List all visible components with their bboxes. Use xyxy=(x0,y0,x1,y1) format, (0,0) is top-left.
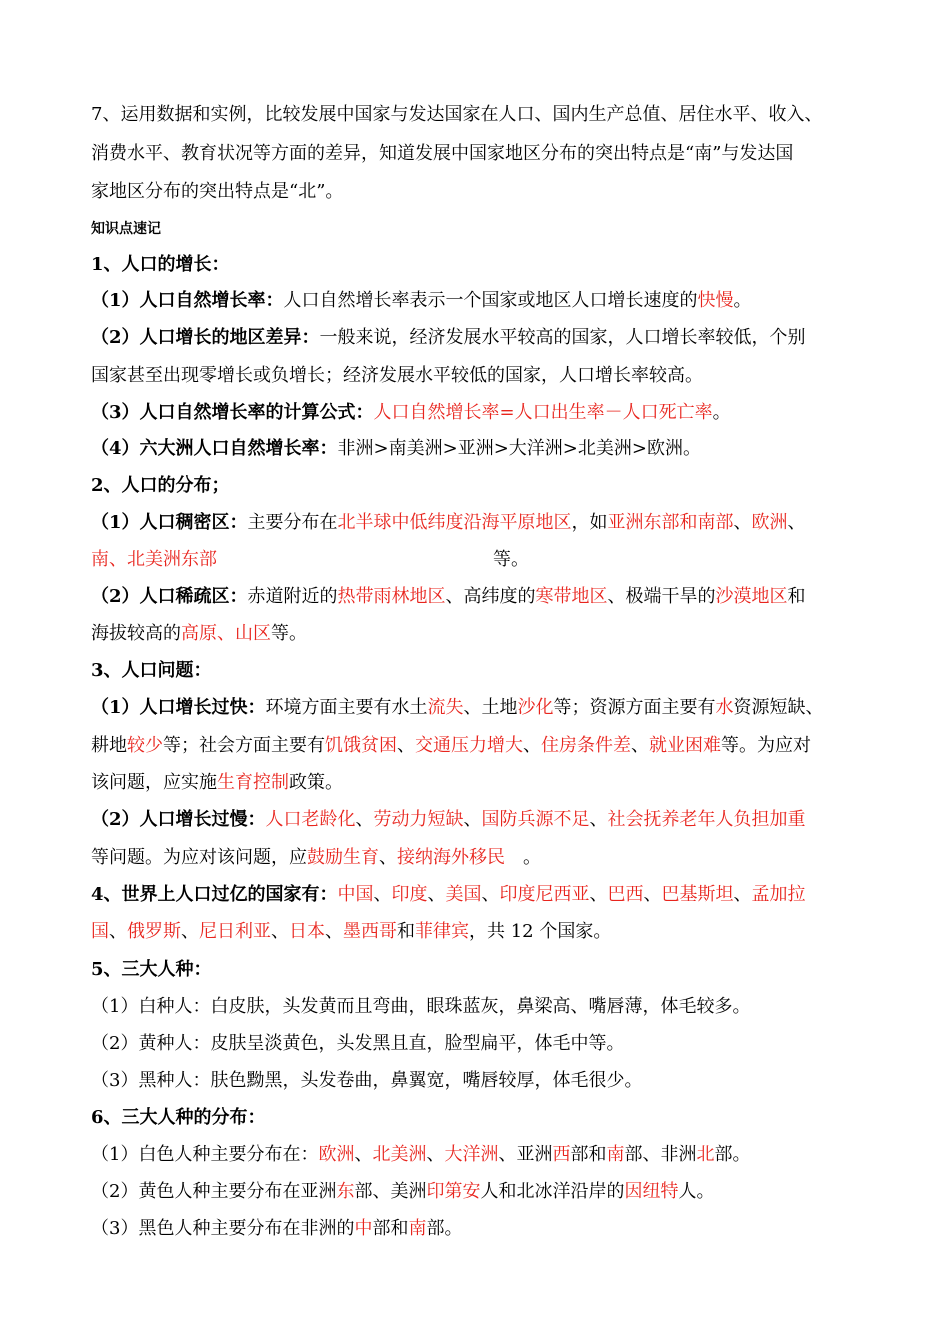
s6-l3-t3: 部。 xyxy=(426,1218,463,1239)
country-pakistan: 巴基斯坦 xyxy=(661,884,734,905)
s6-l1-t2: 、 xyxy=(354,1144,373,1165)
s2-i1-t2: ，如 xyxy=(571,512,608,533)
s1-i1-t1: 人口自然增长率表示一个国家或地区人口增长速度的 xyxy=(283,290,698,311)
s3-item-1 xyxy=(91,696,824,720)
s3-i1-t10: 等。为应对 xyxy=(721,735,811,756)
s3-i1-t1: 环境方面主要有水土 xyxy=(265,697,428,718)
s5-line-1: （1）白种人：白皮肤，头发黄而且弯曲，眼珠蓝灰，鼻梁高、嘴唇薄，体毛较多。 xyxy=(91,996,751,1017)
s2-item-2 xyxy=(91,585,806,609)
s3-i2-r4: 社会抚养老年人负担加重 xyxy=(607,809,806,830)
section-5-heading: 5、三大人种： xyxy=(91,959,212,980)
s1-i3-t1: 。 xyxy=(712,402,731,423)
s3-i1-r9: 生育控制 xyxy=(217,772,289,793)
s3-i1-t4: 资源短缺、 xyxy=(733,697,824,718)
sep: 、 xyxy=(181,921,199,942)
s3-i1-t3: 等；资源方面主要有 xyxy=(553,697,716,718)
s6-l1-r1: 欧洲 xyxy=(318,1144,355,1165)
s3-i2-r2: 劳动力短缺 xyxy=(373,809,464,830)
s2-i1-t3: 、 xyxy=(733,512,752,533)
sep: 、 xyxy=(109,921,127,942)
s3-i2-t3: 、 xyxy=(589,809,608,830)
s3-i2-t6: 。 xyxy=(523,847,541,868)
s3-item-1-cont xyxy=(91,734,811,758)
s2-i2-r4: 高原、山区 xyxy=(181,623,271,644)
country-mexico: 墨西哥 xyxy=(343,921,397,942)
s3-i2-t1: 、 xyxy=(355,809,374,830)
section-3-heading: 3、人口问题： xyxy=(91,660,212,681)
s6-l3-t1: （3）黑色人种主要分布在非洲的 xyxy=(91,1218,355,1239)
country-brazil: 巴西 xyxy=(607,884,644,905)
s1-i2-t1: 一般来说，经济发展水平较高的国家，人口增长率较低，个别 xyxy=(319,327,806,348)
s2-item-2-cont xyxy=(91,622,307,646)
s3-i2-label: （2）人口增长过慢： xyxy=(91,809,266,830)
s6-line-1 xyxy=(91,1143,750,1167)
s6-l2-r3: 因纽特 xyxy=(624,1181,679,1202)
country-bangladesh-part1: 孟加拉 xyxy=(751,884,806,905)
country-indonesia: 印度尼西亚 xyxy=(499,884,590,905)
s6-l1-t7: 部。 xyxy=(714,1144,751,1165)
s1-i4-t1: 非洲>南美洲>亚洲>大洋洲>北美洲>欧洲。 xyxy=(337,438,701,459)
s2-i1-r1: 北半球中低纬度沿海平原地区 xyxy=(337,512,572,533)
s6-l1-r2: 北美洲 xyxy=(372,1144,427,1165)
s2-i1-r4: 南、北美洲东部 xyxy=(91,549,217,570)
s2-i2-r1: 热带雨林地区 xyxy=(337,586,446,607)
s3-i1-r7: 住房条件差 xyxy=(541,735,631,756)
s3-i1-t11: 该问题，应实施 xyxy=(91,772,217,793)
s6-l3-t2: 部和 xyxy=(372,1218,409,1239)
s3-i1-r1: 流失 xyxy=(427,697,464,718)
s2-i2-t1: 赤道附近的 xyxy=(247,586,338,607)
s3-item-2-cont xyxy=(91,846,541,870)
s2-i2-r3: 沙漠地区 xyxy=(715,586,788,607)
sep: 、 xyxy=(589,884,608,905)
s3-i2-r6: 接纳海外移民 xyxy=(397,847,505,868)
s3-i1-t8: 、 xyxy=(523,735,541,756)
s3-i1-label: （1）人口增长过快： xyxy=(91,697,266,718)
s3-i1-r6: 交通压力增大 xyxy=(415,735,523,756)
s3-item-1-cont2 xyxy=(91,771,343,795)
s3-i2-r3: 国防兵源不足 xyxy=(481,809,590,830)
section-4-heading: 4、世界上人口过亿的国家有： xyxy=(91,884,338,905)
intro-line-1: 7、运用数据和实例，比较发展中国家与发达国家在人口、国内生产总值、居住水平、收入、 xyxy=(91,104,823,125)
sep: 、 xyxy=(643,884,662,905)
s3-i2-t2: 、 xyxy=(463,809,482,830)
sep: 、 xyxy=(427,884,446,905)
s6-l1-t3: 、 xyxy=(426,1144,445,1165)
country-china: 中国 xyxy=(337,884,374,905)
s1-item-4 xyxy=(91,437,701,461)
s3-i1-t12: 政策。 xyxy=(289,772,343,793)
s1-i1-label: （1）人口自然增长率： xyxy=(91,290,284,311)
s3-item-2 xyxy=(91,808,806,832)
sep: 、 xyxy=(481,884,500,905)
section-4-line-2 xyxy=(91,920,611,944)
sep: 、 xyxy=(325,921,343,942)
s2-i1-t4: 、 xyxy=(787,512,806,533)
s2-i2-t5: 海拔较高的 xyxy=(91,623,181,644)
s2-item-1 xyxy=(91,511,806,535)
s6-l1-r4: 西 xyxy=(552,1144,571,1165)
intro-line-3: 家地区分布的突出特点是“北”。 xyxy=(91,181,344,202)
s4-tail: ，共 12 个国家。 xyxy=(469,921,612,942)
s6-l2-r1: 东 xyxy=(336,1181,355,1202)
s6-l1-t4: 、亚洲 xyxy=(498,1144,553,1165)
s6-line-2 xyxy=(91,1180,714,1204)
section-4-line-1 xyxy=(91,883,806,907)
s3-i2-r1: 人口老龄化 xyxy=(265,809,356,830)
s3-i1-r2: 沙化 xyxy=(517,697,554,718)
s1-item-1 xyxy=(91,289,752,313)
s6-l2-t1: （2）黄色人种主要分布在亚洲 xyxy=(91,1181,337,1202)
s6-l2-t2: 部、美洲 xyxy=(354,1181,427,1202)
country-india: 印度 xyxy=(391,884,428,905)
s6-l1-r6: 北 xyxy=(696,1144,715,1165)
s6-l1-t1: （1）白色人种主要分布在： xyxy=(91,1144,319,1165)
country-russia: 俄罗斯 xyxy=(127,921,181,942)
s2-i1-r2: 亚洲东部和南部 xyxy=(607,512,734,533)
s1-item-2-cont: 国家甚至出现零增长或负增长；经济发展水平较低的国家，人口增长率较高。 xyxy=(91,365,703,386)
s6-line-3 xyxy=(91,1217,462,1241)
and: 和 xyxy=(397,921,415,942)
s3-i1-t2: 、土地 xyxy=(463,697,518,718)
s6-l1-r3: 大洋洲 xyxy=(444,1144,499,1165)
s6-l3-r2: 南 xyxy=(408,1218,427,1239)
s6-l3-r1: 中 xyxy=(354,1218,373,1239)
s6-l2-r2: 印第安 xyxy=(426,1181,481,1202)
country-japan: 日本 xyxy=(289,921,325,942)
intro-line-2: 消费水平、教育状况等方面的差异，知道发展中国家地区分布的突出特点是“南”与发达国 xyxy=(91,143,794,164)
s1-i2-label: （2）人口增长的地区差异： xyxy=(91,327,320,348)
s3-i2-r5: 鼓励生育 xyxy=(307,847,379,868)
s1-i3-label: （3）人口自然增长率的计算公式： xyxy=(91,402,374,423)
s3-i2-t4: 等问题。为应对该问题，应 xyxy=(91,847,307,868)
s3-i1-r4: 较少 xyxy=(127,735,163,756)
s3-i2-t5: 、 xyxy=(379,847,397,868)
s6-l1-t6: 部、非洲 xyxy=(624,1144,697,1165)
quick-notes-label: 知识点速记 xyxy=(91,221,161,237)
s1-item-2 xyxy=(91,326,806,350)
s6-l1-r5: 南 xyxy=(606,1144,625,1165)
country-usa: 美国 xyxy=(445,884,482,905)
s3-i1-t7: 、 xyxy=(397,735,415,756)
s2-item-1-cont xyxy=(91,548,529,572)
country-bangladesh-part2: 国 xyxy=(91,921,109,942)
s6-l2-t4: 人。 xyxy=(678,1181,715,1202)
s5-line-3: （3）黑种人：肤色黝黑，头发卷曲，鼻翼宽，嘴唇较厚，体毛很少。 xyxy=(91,1070,643,1091)
s2-i2-t4: 和 xyxy=(787,586,806,607)
s2-i1-t1: 主要分布在 xyxy=(247,512,338,533)
s3-i1-t5: 耕地 xyxy=(91,735,127,756)
s3-i1-r5: 饥饿贫困 xyxy=(325,735,397,756)
s2-i1-t5: 等。 xyxy=(493,549,529,570)
s3-i1-t6: 等；社会方面主要有 xyxy=(163,735,325,756)
section-2-heading: 2、人口的分布； xyxy=(91,475,230,496)
country-philippines: 菲律宾 xyxy=(415,921,469,942)
s1-i1-r1: 快慢 xyxy=(697,290,734,311)
s1-i4-label: （4）六大洲人口自然增长率： xyxy=(91,438,338,459)
sep: 、 xyxy=(733,884,752,905)
s3-i1-r3: 水 xyxy=(715,697,734,718)
sep: 、 xyxy=(373,884,392,905)
s5-line-2: （2）黄种人：皮肤呈淡黄色，头发黑且直，脸型扁平，体毛中等。 xyxy=(91,1033,625,1054)
s2-i2-label: （2）人口稀疏区： xyxy=(91,586,248,607)
s1-i1-t2: 。 xyxy=(733,290,752,311)
s6-l1-t5: 部和 xyxy=(570,1144,607,1165)
country-nigeria: 尼日利亚 xyxy=(199,921,271,942)
s6-l2-t3: 人和北冰洋沿岸的 xyxy=(480,1181,625,1202)
s2-i2-r2: 寒带地区 xyxy=(535,586,608,607)
section-1-heading: 1、人口的增长： xyxy=(91,254,230,275)
sep: 、 xyxy=(271,921,289,942)
s2-i1-r3: 欧洲 xyxy=(751,512,788,533)
s2-i2-t2: 、高纬度的 xyxy=(445,586,536,607)
s3-i1-r8: 就业困难 xyxy=(649,735,721,756)
s3-i1-t9: 、 xyxy=(631,735,649,756)
s1-i3-formula: 人口自然增长率=人口出生率－人口死亡率 xyxy=(373,402,713,423)
s1-item-3 xyxy=(91,401,731,425)
s2-i2-t6: 等。 xyxy=(271,623,307,644)
section-6-heading: 6、三大人种的分布： xyxy=(91,1107,266,1128)
s2-i1-label: （1）人口稠密区： xyxy=(91,512,248,533)
s2-i2-t3: 、极端干旱的 xyxy=(607,586,716,607)
